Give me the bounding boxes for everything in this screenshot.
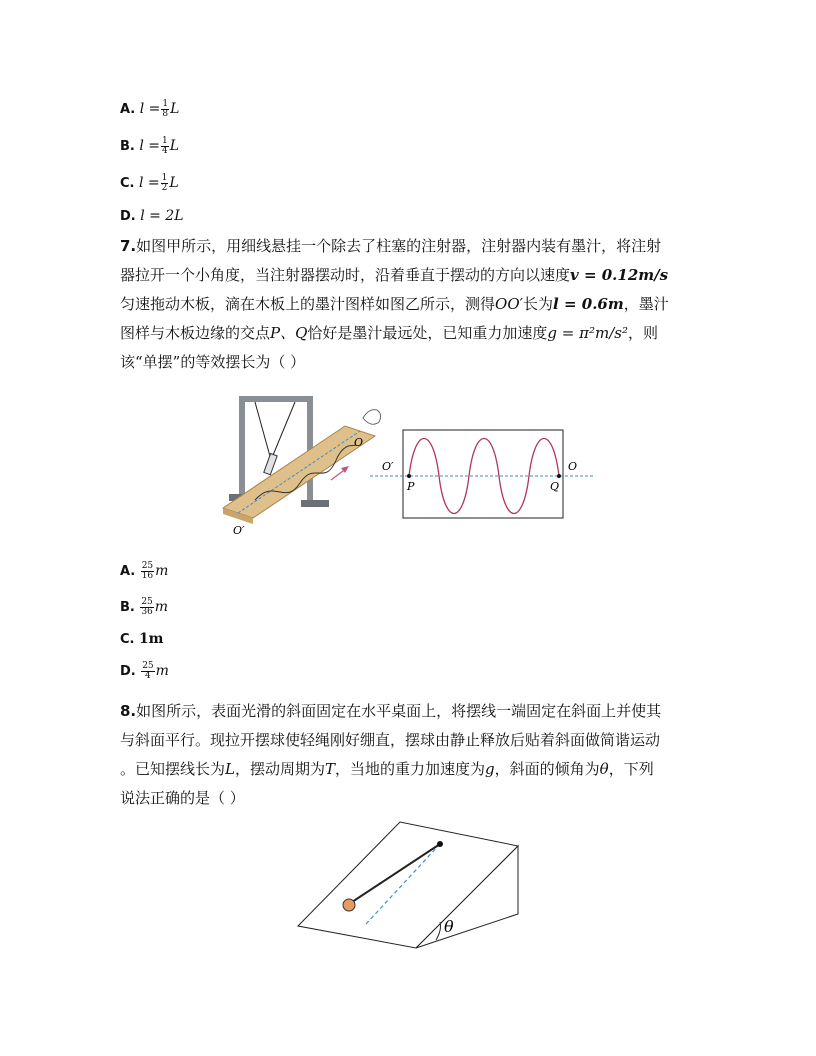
- stand-post-left: [239, 398, 245, 498]
- q7-line-1: 7.如图甲所示，用细线悬挂一个除去了柱塞的注射器，注射器内装有墨汁，将注射: [120, 237, 662, 255]
- q7-question: [120, 232, 700, 377]
- q7-option-b[interactable]: B. $\frac{25}{36}$ m: [120, 596, 169, 617]
- svg-text:θ: θ: [444, 917, 454, 936]
- pendulum-ball: [343, 899, 355, 911]
- fraction: $\frac{25}{4}$: [142, 660, 154, 681]
- q7-apparatus-figure: [215, 388, 385, 538]
- pattern-frame: [403, 430, 563, 518]
- svg-text:Q: Q: [550, 480, 560, 493]
- syringe: [264, 454, 277, 475]
- q8-question: [120, 697, 700, 813]
- stand-crossbar: [239, 396, 313, 402]
- point-p: [407, 474, 411, 478]
- svg-text:O: O: [568, 460, 578, 473]
- stand-base-right: [301, 500, 329, 507]
- fraction: $\frac{1}{2}$: [161, 172, 168, 193]
- string-left: [255, 402, 271, 460]
- svg-text:O: O: [354, 436, 364, 449]
- pivot-point: [437, 841, 443, 847]
- q8-line-2: 与斜面平行。现拉开摆球使轻绳刚好绷直，摆球由静止释放后贴着斜面做简谐运动: [120, 731, 661, 749]
- q7-option-a[interactable]: A. $\frac{25}{16}$ m: [120, 560, 169, 581]
- svg-text:O′: O′: [382, 460, 394, 473]
- q6-option-b[interactable]: B. l = $\frac{1}{4}$ L: [120, 135, 180, 156]
- q7-option-c[interactable]: C. 1m: [120, 631, 164, 647]
- q8-line-4: 说法正确的是（ ）: [120, 789, 245, 807]
- wooden-board: [223, 426, 375, 518]
- q7-line-5: 该“单摆”的等效摆长为（ ）: [120, 353, 306, 371]
- fraction: $\frac{1}{8}$: [162, 98, 169, 119]
- q7-option-d[interactable]: D. $\frac{25}{4}$ m: [120, 660, 169, 681]
- fraction: $\frac{25}{36}$: [141, 596, 153, 617]
- svg-text:O′: O′: [233, 524, 245, 537]
- string-right: [271, 402, 295, 460]
- q8-line-3: 。已知摆线长为L，摆动周期为T，当地的重力加速度为g，斜面的倾角为θ，下列: [120, 760, 654, 778]
- q7-line-4: 图样与木板边缘的交点P、Q恰好是墨汁最远处，已知重力加速度g = π²m/s²，则: [120, 324, 659, 342]
- fraction: $\frac{25}{16}$: [141, 560, 154, 581]
- q8-line-1: 8.如图所示，表面光滑的斜面固定在水平桌面上，将摆线一端固定在斜面上并使其: [120, 702, 662, 720]
- q6-option-a[interactable]: A. l = $\frac{1}{8}$ L: [120, 98, 180, 119]
- q6-option-c[interactable]: C. l = $\frac{1}{2}$ L: [120, 172, 179, 193]
- point-q: [557, 474, 561, 478]
- hand-icon: [363, 410, 381, 425]
- q7-line-2: 器拉开一个小角度，当注射器摆动时，沿着垂直于摆动的方向以速度v = 0.12m/s: [120, 266, 669, 284]
- q8-incline-figure: [296, 818, 526, 952]
- fraction: $\frac{1}{4}$: [161, 135, 168, 156]
- q7-ink-pattern-figure: [370, 428, 595, 522]
- q6-option-d[interactable]: D. l = 2L: [120, 208, 184, 224]
- svg-text:P: P: [407, 480, 415, 493]
- q7-line-3: 匀速拖动木板，滴在木板上的墨汁图样如图乙所示，测得OO′长为l = 0.6m，墨汁: [120, 295, 669, 313]
